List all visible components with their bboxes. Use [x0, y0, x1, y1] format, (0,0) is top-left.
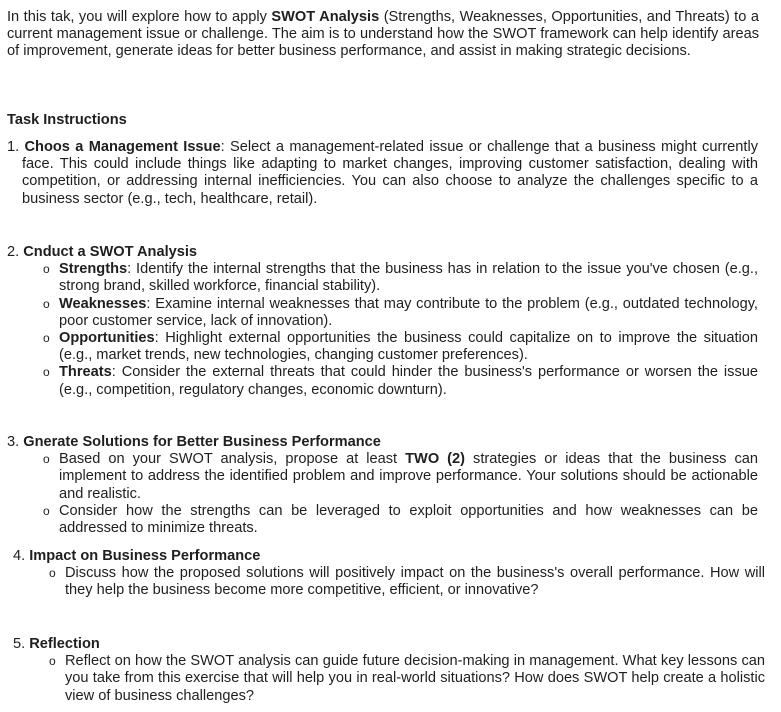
intro-text-1b: k: [63, 9, 71, 25]
reflection-text: Reflect on how the SWOT analysis can guide future decision-making in management. What key lessons can you take from this exercise that will help you in real-world situations? How does SWOT help create a holistic view of business challenges?: [65, 653, 765, 704]
section-4-list: [13, 565, 765, 599]
section-2-number: 2.: [7, 244, 20, 260]
task-instructions-heading: Task Instructions: [7, 112, 127, 128]
bullet-icon: o: [43, 503, 50, 518]
list-item-reflection: [49, 653, 765, 705]
opportunities-label: Opportunities: [59, 330, 155, 347]
intro-swot-bold: SWOT Analysis: [271, 9, 380, 25]
bullet-icon: o: [49, 654, 56, 669]
list-item-opportunities: [43, 330, 758, 364]
section-1-body: [7, 139, 758, 208]
leverage-text: Consider how the strengths can be leveraged to exploit opportunities and how weaknesses can be addressed to minimize threats.: [59, 502, 758, 537]
section-5-title: Reflection: [29, 636, 100, 652]
section-1-text: Select a management-related issue or challenge that a business might currently face. This could include things like adapting to market changes, improving customer satisfaction, dealing with competition, or addressing internal inefficiencies. You can also choose to analyze the challenges specific to a business sector (e.g., tech, healthcare, retail).: [22, 139, 758, 207]
solutions-text-b: strategies or ideas that the business can implement to address the identified problem and improve performance. Your solutions should be actionable and realistic.: [59, 451, 758, 502]
section-2-title-line: [7, 244, 758, 261]
weaknesses-label: Weaknesses: [59, 295, 147, 312]
threats-text: : Consider the external threats that could hinder the business's performance or worsen the issue (e.g., competition, regulatory changes, economic downturn).: [59, 364, 758, 398]
section-3-title-line: [7, 434, 758, 451]
section-2-title: Cnduct a SWOT Analysis: [23, 244, 198, 260]
bullet-icon: o: [43, 452, 50, 467]
section-4-title: Impact on Business Performance: [29, 548, 261, 564]
intro-text-1: In this ta: [7, 9, 64, 25]
list-item-leverage: [43, 502, 758, 537]
list-item-strengths: [43, 261, 758, 295]
section-4: [13, 548, 765, 600]
section-5: [13, 636, 765, 705]
list-item-threats: [43, 364, 758, 398]
bullet-icon: o: [43, 262, 50, 277]
bullet-icon: o: [43, 296, 50, 311]
section-5-list: [13, 653, 765, 705]
section-3-number: 3.: [7, 434, 20, 450]
section-2-list: [7, 261, 758, 399]
two-bold: TWO (2): [405, 451, 466, 468]
bullet-icon: o: [43, 331, 50, 346]
list-item-impact: [49, 565, 765, 599]
section-1-colon: :: [220, 139, 225, 155]
threats-label: Threats: [59, 364, 112, 381]
bullet-icon: o: [49, 566, 56, 581]
strengths-label: Strengths: [59, 261, 128, 278]
section-3-list: [7, 451, 758, 537]
intro-text-3: (Strengths, Weaknesses, Opportunities, and Threats) to a current management issue or challenge. The aim is to understand how the SWOT framework can help identify areas of improvement, generate ideas for better business performance, and assist in making strategic decisions.: [7, 9, 759, 60]
section-3-title: Gnerate Solutions for Better Business Performance: [23, 434, 381, 450]
section-4-title-line: [13, 548, 765, 565]
section-1-title: Choos a Management Issue: [24, 139, 221, 155]
section-1-number: 1.: [7, 139, 20, 155]
section-3: [7, 434, 758, 537]
intro-paragraph: [7, 9, 759, 61]
section-1: [7, 139, 758, 208]
list-item-weaknesses: [43, 295, 758, 330]
weaknesses-text: : Examine internal weaknesses that may contribute to the problem (e.g., outdated technology, poor customer service, lack of innovation).: [59, 295, 758, 329]
section-5-title-line: [13, 636, 765, 653]
solutions-text-a: Based on your SWOT analysis, propose at least: [59, 451, 406, 468]
impact-text: Discuss how the proposed solutions will positively impact on the business's overall performance. How will they help the business become more competitive, efficient, or innovative?: [65, 565, 765, 599]
section-2: [7, 244, 758, 399]
bullet-icon: o: [43, 365, 50, 380]
section-4-number: 4.: [13, 548, 26, 564]
opportunities-text: : Highlight external opportunities the business could capitalize on to improve the situation (e.g., market trends, new technologies, changing customer preferences).: [59, 330, 758, 364]
intro-text-2: , you will explore how to apply: [70, 9, 272, 25]
section-5-number: 5.: [13, 636, 26, 652]
strengths-text: : Identify the internal strengths that the business has in relation to the issue you've chosen (e.g., strong brand, skilled workforce, financial stability).: [59, 261, 758, 295]
list-item-solutions: [43, 451, 758, 503]
